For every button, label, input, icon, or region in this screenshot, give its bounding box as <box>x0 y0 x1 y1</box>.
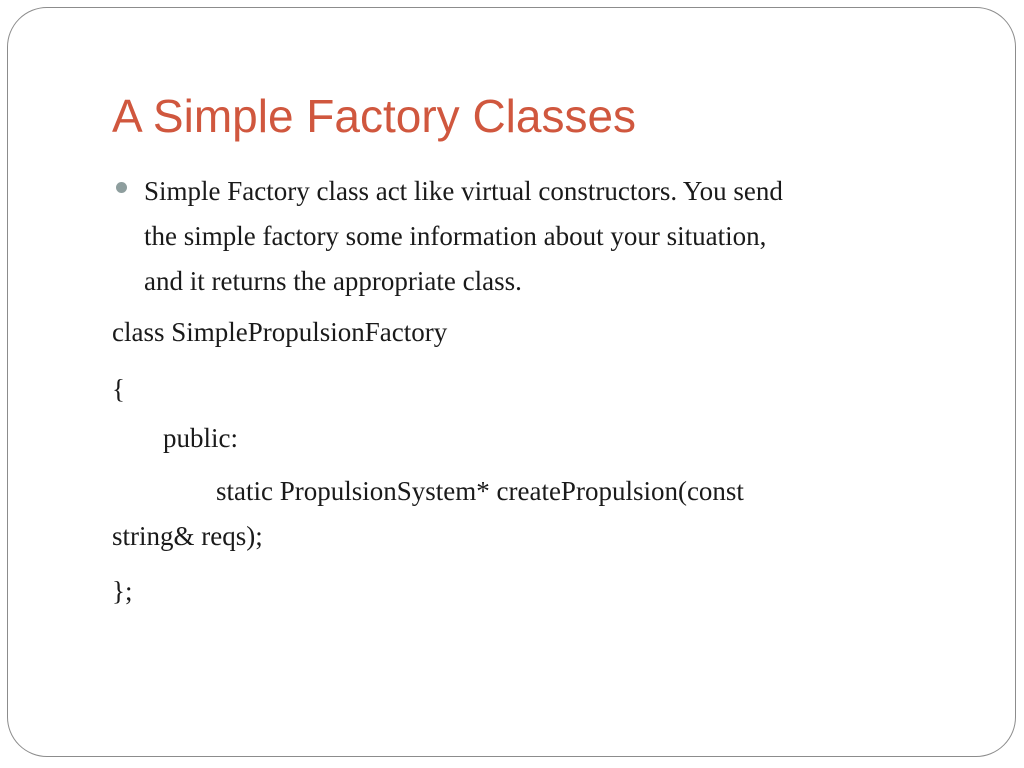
bullet-dot-icon <box>116 182 127 193</box>
code-line-public: public: <box>163 423 238 453</box>
code-line-method-params: string& reqs); <box>112 521 263 551</box>
bullet-line-2: the simple factory some information about your situation, <box>144 221 767 251</box>
code-line-close-brace: }; <box>112 576 133 606</box>
code-line-static-method: static PropulsionSystem* createPropulsion(const <box>216 476 744 506</box>
bullet-paragraph <box>144 169 783 304</box>
bullet-line-3: and it returns the appropriate class. <box>144 266 522 296</box>
code-line-class-declaration: class SimplePropulsionFactory <box>112 317 448 347</box>
code-line-open-brace: { <box>112 374 125 404</box>
bullet-line-1: Simple Factory class act like virtual constructors. You send <box>144 176 783 206</box>
slide-title: A Simple Factory Classes <box>112 90 637 142</box>
